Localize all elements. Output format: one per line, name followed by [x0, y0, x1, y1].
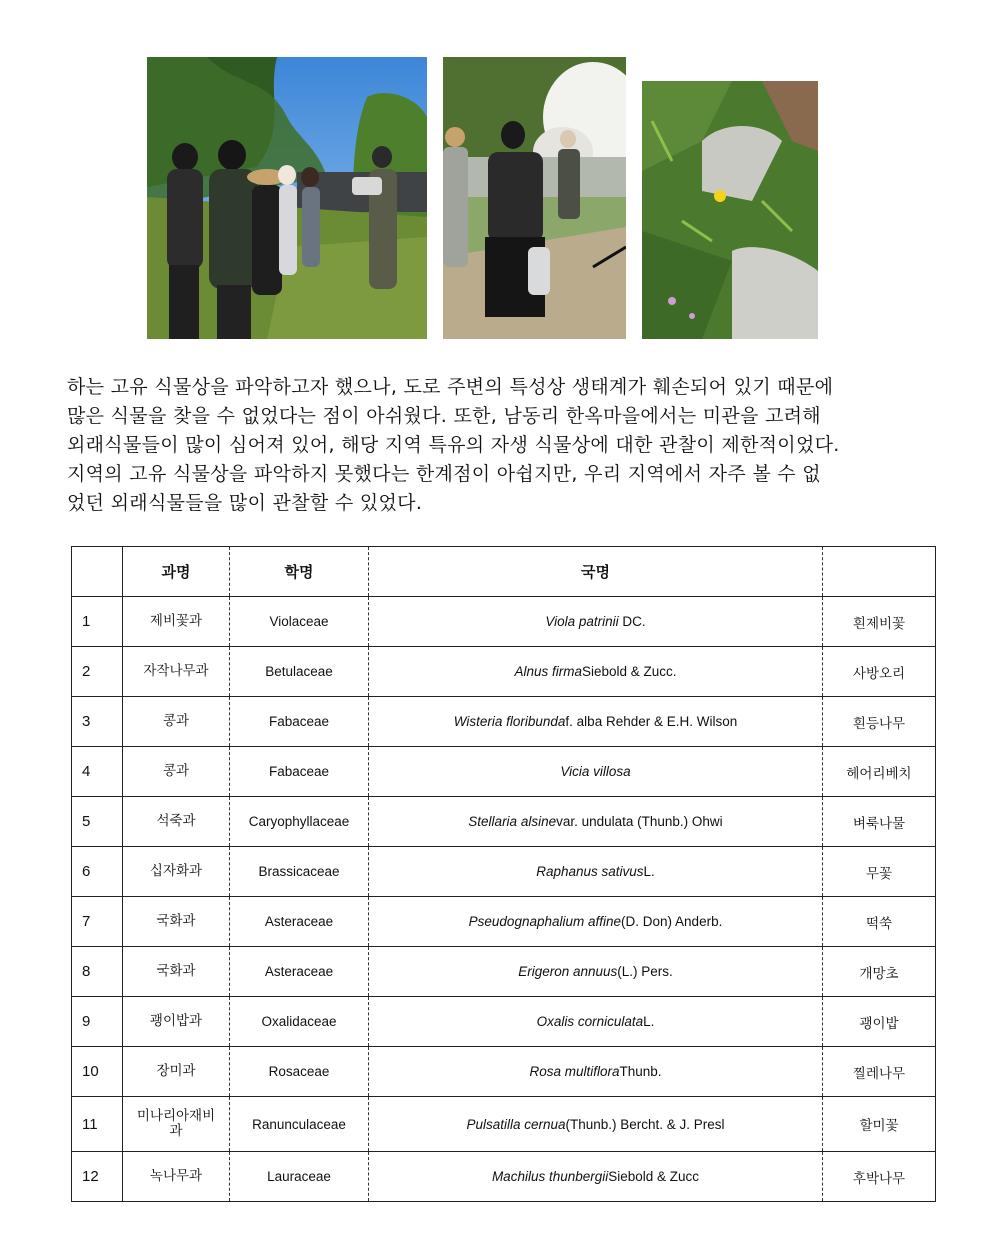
species-author: L.: [643, 864, 655, 879]
species-author: (D. Don) Anderb.: [621, 914, 723, 929]
row-number: 3: [72, 697, 123, 747]
family-korean-part: 과: [169, 1123, 183, 1139]
species-scientific-name: [369, 1152, 823, 1202]
species-scientific-name: [369, 1047, 823, 1097]
field-photo-yellow-flower: [642, 81, 818, 339]
paragraph-line: 외래식물들이 많이 심어져 있어, 해당 지역 특유의 자생 식물상에 대한 관찰이 제한적이었다.: [67, 434, 840, 456]
species-italic: Erigeron annuus: [518, 964, 618, 979]
species-author: Siebold & Zucc: [608, 1169, 700, 1184]
family-korean-part: 미나리아재비: [136, 1108, 216, 1124]
species-scientific-name: [369, 847, 823, 897]
species-italic: Rosa multiflora: [529, 1064, 620, 1079]
species-italic: Stellaria alsine: [468, 814, 557, 829]
header-scientific: 학명: [230, 547, 369, 597]
table-row: [72, 1097, 936, 1152]
species-italic: Vicia villosa: [560, 764, 631, 779]
species-italic: Machilus thunbergii: [491, 1169, 609, 1184]
species-italic: Wisteria floribunda: [453, 714, 566, 729]
family-korean: 녹나무과: [123, 1152, 230, 1202]
korean-common-name: 헤어리베치: [823, 747, 936, 797]
family-scientific: Rosaceae: [230, 1047, 369, 1097]
species-author: DC.: [618, 614, 646, 629]
korean-common-name: 벼룩나물: [823, 797, 936, 847]
species-italic: Alnus firma: [514, 664, 582, 679]
family-korean: 자작나무과: [123, 647, 230, 697]
family-korean: 콩과: [123, 747, 230, 797]
korean-common-name: 떡쑥: [823, 897, 936, 947]
family-scientific: Betulaceae: [230, 647, 369, 697]
species-scientific-name: [369, 897, 823, 947]
korean-common-name: 후박나무: [823, 1152, 936, 1202]
korean-common-name: 무꽃: [823, 847, 936, 897]
species-scientific-name: [369, 947, 823, 997]
row-number: 7: [72, 897, 123, 947]
family-korean: 석죽과: [123, 797, 230, 847]
species-italic: Pseudognaphalium affine: [468, 914, 622, 929]
species-author: var. undulata (Thunb.) Ohwi: [556, 814, 723, 829]
family-korean: 제비꽃과: [123, 597, 230, 647]
header-korean-name: 국명: [369, 547, 823, 597]
table-row: [72, 897, 936, 947]
species-italic: Viola patrinii: [545, 614, 619, 629]
row-number: 11: [72, 1097, 123, 1152]
body-paragraph: [67, 373, 937, 518]
species-scientific-name: [369, 597, 823, 647]
family-scientific: Brassicaceae: [230, 847, 369, 897]
species-italic: Raphanus sativus: [536, 864, 644, 879]
korean-common-name: 괭이밥: [823, 997, 936, 1047]
paragraph-line: 하는 고유 식물상을 파악하고자 했으나, 도로 주변의 특성상 생태계가 훼손되어 있기 때문에: [67, 376, 834, 398]
korean-common-name: 사방오리: [823, 647, 936, 697]
species-author: L.: [643, 1014, 655, 1029]
species-scientific-name: [369, 797, 823, 847]
korean-common-name: 흰제비꽃: [823, 597, 936, 647]
species-scientific-name: [369, 647, 823, 697]
table-row: [72, 647, 936, 697]
table-row: [72, 597, 936, 647]
family-scientific: Asteraceae: [230, 947, 369, 997]
family-korean: [123, 1097, 230, 1152]
header-number: [72, 547, 123, 597]
table-row: [72, 997, 936, 1047]
korean-common-name: 할미꽃: [823, 1097, 936, 1152]
species-author: f. alba Rehder & E.H. Wilson: [565, 714, 738, 729]
family-scientific: Lauraceae: [230, 1152, 369, 1202]
family-scientific: Oxalidaceae: [230, 997, 369, 1047]
family-korean: 국화과: [123, 947, 230, 997]
table-row: [72, 797, 936, 847]
family-scientific: Caryophyllaceae: [230, 797, 369, 847]
table-row: [72, 747, 936, 797]
species-italic: Oxalis corniculata: [536, 1014, 644, 1029]
row-number: 10: [72, 1047, 123, 1097]
species-scientific-name: [369, 997, 823, 1047]
table-row: [72, 697, 936, 747]
row-number: 4: [72, 747, 123, 797]
row-number: 2: [72, 647, 123, 697]
row-number: 12: [72, 1152, 123, 1202]
korean-common-name: 흰등나무: [823, 697, 936, 747]
paragraph-line: 많은 식물을 찾을 수 없었다는 점이 아쉬웠다. 또한, 남동리 한옥마을에서는 미관을 고려해: [67, 405, 821, 427]
row-number: 1: [72, 597, 123, 647]
table-row: [72, 1152, 936, 1202]
family-scientific: Violaceae: [230, 597, 369, 647]
row-number: 6: [72, 847, 123, 897]
row-number: 9: [72, 997, 123, 1047]
family-scientific: Ranunculaceae: [230, 1097, 369, 1152]
paragraph-line: 었던 외래식물들을 많이 관찰할 수 있었다.: [67, 492, 423, 514]
species-scientific-name: [369, 1097, 823, 1152]
table-row: [72, 1047, 936, 1097]
species-scientific-name: [369, 697, 823, 747]
table-row: [72, 847, 936, 897]
field-photo-group-roadside: [147, 57, 427, 339]
species-author: (Thunb.) Bercht. & J. Presl: [565, 1116, 725, 1132]
family-scientific: Asteraceae: [230, 897, 369, 947]
row-number: 8: [72, 947, 123, 997]
family-scientific: Fabaceae: [230, 747, 369, 797]
species-author: Thunb.: [619, 1064, 662, 1079]
family-korean: 십자화과: [123, 847, 230, 897]
species-italic: Pulsatilla cernua: [466, 1116, 566, 1132]
family-scientific: Fabaceae: [230, 697, 369, 747]
row-number: 5: [72, 797, 123, 847]
family-korean: 장미과: [123, 1047, 230, 1097]
header-family: 과명: [123, 547, 230, 597]
species-author: (L.) Pers.: [617, 964, 673, 979]
plant-species-table: [71, 546, 936, 1202]
family-korean: 괭이밥과: [123, 997, 230, 1047]
family-korean: 국화과: [123, 897, 230, 947]
species-author: Siebold & Zucc.: [581, 664, 677, 679]
table-header-row: [72, 547, 936, 597]
field-photo-flowering-tree: [443, 57, 626, 339]
korean-common-name: 개망초: [823, 947, 936, 997]
family-korean: 콩과: [123, 697, 230, 747]
table-row: [72, 947, 936, 997]
header-blank: [823, 547, 936, 597]
species-scientific-name: [369, 747, 823, 797]
paragraph-line: 지역의 고유 식물상을 파악하지 못했다는 한계점이 아쉽지만, 우리 지역에서 자주 볼 수 없: [67, 463, 821, 485]
korean-common-name: 찔레나무: [823, 1047, 936, 1097]
